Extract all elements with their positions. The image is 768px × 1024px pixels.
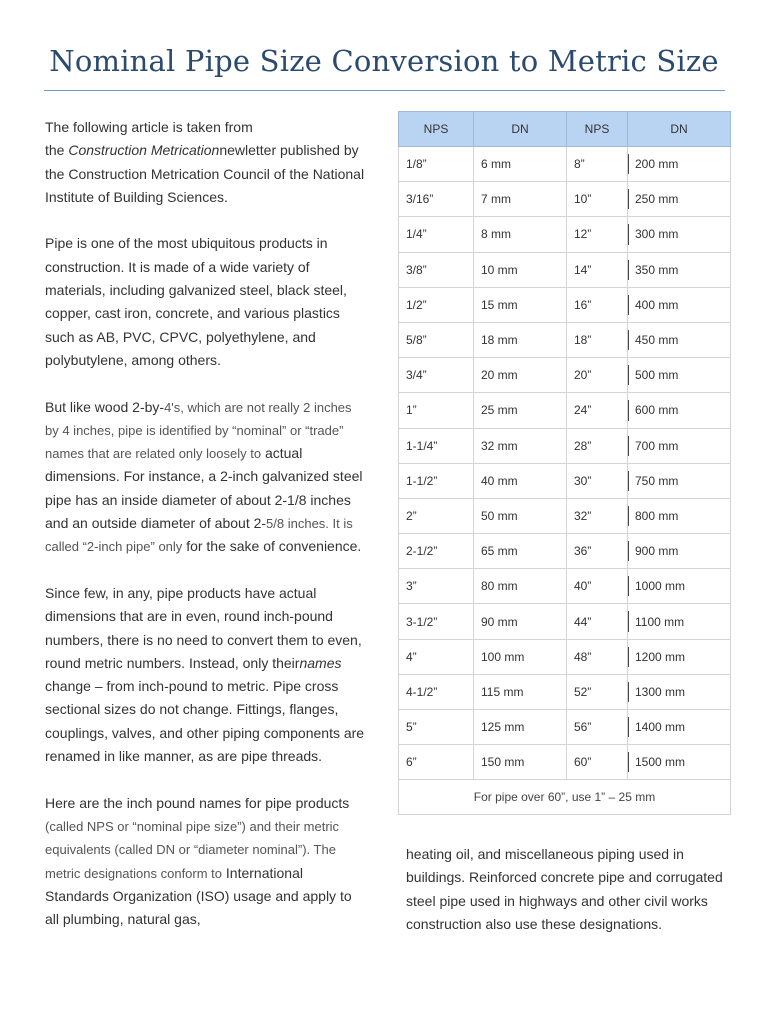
article-right-column: heating oil, and miscellaneous piping used in buildings. Reinforced concrete pipe and corrugated steel pipe used in highways and other civil works construction also use these designations. [406,846,723,932]
dn-large-cell: 250 mm [628,182,731,217]
renaming-b: change – from inch-pound to metric. Pipe cross sectional sizes do not change. Fittings, flanges, couplings, valves, and other piping components are renamed in like manner, as are pipe threads. [45,678,365,765]
table-row [399,639,731,674]
dn-large-cell: 1400 mm [628,710,731,745]
nps-small-cell: 1-1/2” [399,463,474,498]
dn-small-cell: 18 mm [474,322,567,357]
dn-large-cell: 1100 mm [628,604,731,639]
table-row [399,604,731,639]
table-row [399,745,731,780]
table-row [399,674,731,709]
nps-large-cell: 52” [567,674,628,709]
dn-small-cell: 6 mm [474,147,567,182]
nps-small-cell: 1-1/4” [399,428,474,463]
dn-large-cell: 450 mm [628,322,731,357]
dn-large-cell: 1300 mm [628,674,731,709]
dn-large-cell: 900 mm [628,534,731,569]
nps-small-cell: 2-1/2” [399,534,474,569]
dn-large-cell: 1500 mm [628,745,731,780]
nps-small-cell: 3-1/2” [399,604,474,639]
intro-line1: The following article is taken from [45,119,253,135]
nps-large-cell: 56” [567,710,628,745]
article-left-column [45,116,365,955]
table-row [399,498,731,533]
table-footnote: For pipe over 60”, use 1” – 25 mm [399,780,731,815]
nps-large-cell: 24” [567,393,628,428]
equivalents-b: (called NPS or “nominal pipe size”) and their metric equivalents (called DN or “diameter nominal”). The metric designations conform to [45,818,340,881]
dn-small-cell: 50 mm [474,498,567,533]
table-row [399,322,731,357]
nps-small-cell: 4-1/2” [399,674,474,709]
nps-large-cell: 8” [567,147,628,182]
table-row [399,393,731,428]
page-title: Nominal Pipe Size Conversion to Metric Size [49,44,719,78]
table-row [399,252,731,287]
dn-large-cell: 800 mm [628,498,731,533]
equivalents-paragraph [45,792,365,932]
dn-small-cell: 90 mm [474,604,567,639]
pipe-size-table [398,111,731,815]
nps-small-cell: 3/16” [399,182,474,217]
dn-small-cell: 115 mm [474,674,567,709]
nps-large-cell: 48” [567,639,628,674]
dn-small-cell: 125 mm [474,710,567,745]
nps-large-cell: 10” [567,182,628,217]
equivalents-c: International Standards Organization (ISO) usage and apply to all plumbing, natural gas, [45,864,352,928]
nps-small-cell: 2” [399,498,474,533]
table-row [399,287,731,322]
nps-large-cell: 14” [567,252,628,287]
nps-large-cell: 44” [567,604,628,639]
dn-large-cell: 200 mm [628,147,731,182]
dn-small-cell: 100 mm [474,639,567,674]
dn-large-cell: 750 mm [628,463,731,498]
nps-large-cell: 16” [567,287,628,322]
nps-large-cell: 28” [567,428,628,463]
table-row [399,182,731,217]
nps-small-cell: 1” [399,393,474,428]
nps-small-cell: 5/8” [399,322,474,357]
nps-small-cell: 1/2” [399,287,474,322]
renaming-a: Since few, in any, pipe products have actual dimensions that are in even, round inch-pound numbers, there is no need to convert them to even, round metric numbers. Instead, only their [45,584,362,671]
dn-large-cell: 1200 mm [628,639,731,674]
intro-post: newletter published by the Construction Metrication Council of the National Institute of Building Sciences. [45,142,365,205]
nps-large-cell: 30” [567,463,628,498]
nominal-paragraph [45,396,365,559]
nps-large-cell: 20” [567,358,628,393]
dn-large-cell: 350 mm [628,252,731,287]
nps-small-cell: 6” [399,745,474,780]
intro-paragraph [45,116,365,209]
dn-large-cell: 700 mm [628,428,731,463]
nps-large-cell: 40” [567,569,628,604]
nps-small-cell: 1/4” [399,217,474,252]
dn-large-cell: 500 mm [628,358,731,393]
dn-small-cell: 8 mm [474,217,567,252]
materials-paragraph: Pipe is one of the most ubiquitous products in construction. It is made of a wide variety of materials, including galvanized steel, black steel, copper, cast iron, concrete, and various plastics such as AB, PVC, CPVC, polyethylene, and polybutylene, among others. [45,235,347,368]
dn-small-cell: 40 mm [474,463,567,498]
nps-small-cell: 3” [399,569,474,604]
header-dn-1: DN [474,112,567,147]
nominal-c: actual dimensions. For instance, a 2-inch galvanized steel pipe has an inside diameter of about 2-1/8 inches and an outside diameter of about 2- [45,445,363,532]
dn-small-cell: 150 mm [474,745,567,780]
table-row [399,534,731,569]
dn-small-cell: 20 mm [474,358,567,393]
header-nps-2: NPS [567,112,628,147]
nominal-b: 4's, which are not really 2 inches by 4 inches, pipe is identified by “nominal” or “trade” names that are related only loosely to [45,399,352,462]
dn-small-cell: 7 mm [474,182,567,217]
dn-large-cell: 300 mm [628,217,731,252]
dn-small-cell: 65 mm [474,534,567,569]
newsletter-title: Construction Metrication [68,142,220,159]
equivalents-a: Here are the inch pound names for pipe products [45,794,350,811]
table-row [399,569,731,604]
renaming-paragraph [45,582,365,768]
header-nps-1: NPS [399,112,474,147]
nps-large-cell: 18” [567,322,628,357]
dn-large-cell: 1000 mm [628,569,731,604]
nps-small-cell: 3/4” [399,358,474,393]
names-emphasis: names [299,654,342,671]
nps-small-cell: 3/8” [399,252,474,287]
table-footer-row [399,780,731,815]
nominal-a: But like wood 2-by- [45,398,165,415]
table-row [399,463,731,498]
dn-small-cell: 25 mm [474,393,567,428]
table-body [399,147,731,780]
dn-small-cell: 80 mm [474,569,567,604]
header-dn-2: DN [628,112,731,147]
dn-large-cell: 600 mm [628,393,731,428]
nps-large-cell: 36” [567,534,628,569]
dn-small-cell: 32 mm [474,428,567,463]
nps-large-cell: 32” [567,498,628,533]
title-divider [44,90,725,91]
nominal-e: for the sake of convenience. [186,538,362,555]
nps-large-cell: 60” [567,745,628,780]
nps-large-cell: 12” [567,217,628,252]
table-row [399,217,731,252]
table-row [399,428,731,463]
dn-large-cell: 400 mm [628,287,731,322]
table-row [399,358,731,393]
nominal-d: 5/8 inches. It is called “2-inch pipe” only [45,516,353,555]
nps-small-cell: 5” [399,710,474,745]
table-row [399,710,731,745]
nps-small-cell: 1/8” [399,147,474,182]
dn-small-cell: 10 mm [474,252,567,287]
dn-small-cell: 15 mm [474,287,567,322]
table-row [399,147,731,182]
nps-small-cell: 4” [399,639,474,674]
intro-pre: the [45,142,69,159]
table-header-row [399,112,731,147]
